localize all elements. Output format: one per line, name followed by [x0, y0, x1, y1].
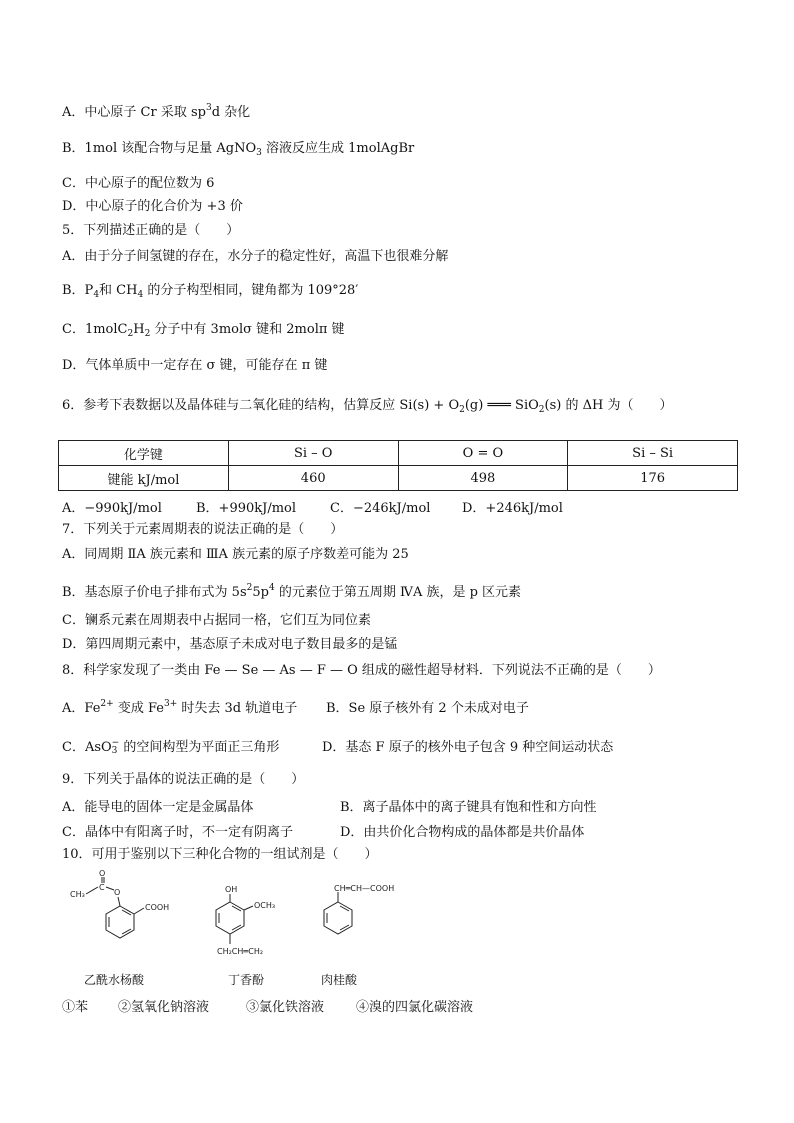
q7-option-d: D．第四周期元素中，基态原子未成对电子数目最多的是锰 — [62, 637, 398, 652]
reagent-3: ③氯化铁溶液 — [246, 1000, 325, 1015]
acetylsalicylic-acid-structure — [68, 870, 188, 960]
table-row — [59, 466, 738, 491]
q8-option-d: D．基态 F 原子的核外电子包含 9 种空间运动状态 — [322, 740, 614, 755]
struct-text: CH₃ — [70, 890, 85, 899]
q6-option-c: C．−246kJ/mol — [330, 501, 431, 516]
reagent-2: ②氢氧化钠溶液 — [118, 1000, 210, 1015]
q6-option-d: D．+246kJ/mol — [462, 501, 563, 516]
q10-stem: 10．可用于鉴别以下三种化合物的一组试剂是（ ） — [62, 847, 378, 862]
struct-text: COOH — [145, 903, 170, 912]
q4-option-d: D．中心原子的化合价为 +3 价 — [62, 199, 243, 214]
eugenol-structure — [205, 884, 315, 964]
struct-text: O — [114, 888, 121, 897]
q8-option-a: A．$Fe^{2+}$ 变成 $Fe^{3+}$ 时失去 3d 轨道电子 — [62, 699, 298, 716]
struct-text: O — [99, 869, 106, 878]
cinnamic-acid-structure — [318, 880, 428, 950]
q5-option-c: C．$1molC_2H_2$ 分子中有 3molσ 键和 2molπ 键 — [62, 322, 345, 339]
table-cell: 498 — [398, 466, 568, 491]
table-header-cell: Si – O — [228, 441, 398, 466]
q4-option-b: B．1mol 该配合物与足量 AgNO$_3$ 溶液反应生成 1molAgBr — [62, 141, 415, 158]
q5-option-d: D．气体单质中一定存在 σ 键，可能存在 π 键 — [62, 358, 328, 373]
q5-option-b: B．$P_4$和 $CH_4$ 的分子构型相同，键角都为 109°28′ — [62, 283, 359, 300]
table-header-cell: Si – Si — [568, 441, 738, 466]
q9-option-d: D．由共价化合物构成的晶体都是共价晶体 — [340, 825, 585, 840]
table-header-cell: O = O — [398, 441, 568, 466]
q9-option-c: C．晶体中有阳离子时，不一定有阴离子 — [62, 825, 293, 840]
compound-name-acetylsalicylic-acid: 乙酰水杨酸 — [84, 973, 145, 987]
struct-text: OCH₃ — [254, 901, 276, 910]
table-header-row — [59, 441, 738, 466]
table-cell: 460 — [228, 466, 398, 491]
q7-option-a: A．同周期 ⅡA 族元素和 ⅢA 族元素的原子序数差可能为 25 — [62, 547, 409, 562]
struct-text: OH — [225, 885, 238, 894]
table-cell: 键能 kJ/mol — [59, 466, 229, 491]
q7-option-b: B．基态原子价电子排布式为 $5s^25p^4$ 的元素位于第五周期 ⅣA 族，是 p 区元素 — [62, 583, 522, 600]
q8-stem: 8．科学家发现了一类由 Fe — Se — As — F — O 组成的磁性超导材料．下列说法不正确的是（ ） — [62, 663, 661, 678]
q4-option-a: A．中心原子 Cr 采取 $sp^3d$ 杂化 — [62, 103, 251, 120]
q8-option-b: B．Se 原子核外有 2 个未成对电子 — [326, 701, 529, 716]
q7-stem: 7．下列关于元素周期表的说法正确的是（ ） — [62, 522, 344, 537]
struct-text: CH₂CH═CH₂ — [217, 947, 264, 956]
table-cell: 176 — [568, 466, 738, 491]
q8-option-c: C．AsO− 3 的空间构型为平面正三角形 — [62, 738, 280, 756]
bond-energy-table — [58, 440, 738, 491]
q9-stem: 9．下列关于晶体的说法正确的是（ ） — [62, 772, 305, 787]
q6-option-b: B．+990kJ/mol — [196, 501, 297, 516]
reagent-1: ①苯 — [62, 1000, 89, 1015]
struct-text: C — [99, 883, 105, 892]
q7-option-c: C．镧系元素在周期表中占据同一格，它们互为同位素 — [62, 613, 371, 628]
q4-option-c: C．中心原子的配位数为 6 — [62, 176, 215, 191]
q6-option-a: A．−990kJ/mol — [62, 501, 162, 516]
reagent-4: ④溴的四氯化碳溶液 — [356, 1000, 474, 1015]
q9-option-a: A．能导电的固体一定是金属晶体 — [62, 800, 254, 815]
q5-stem: 5．下列描述正确的是（ ） — [62, 223, 240, 238]
table-header-cell: 化学键 — [59, 441, 229, 466]
compound-name-eugenol: 丁香酚 — [228, 973, 265, 987]
compound-name-cinnamic-acid: 肉桂酸 — [321, 973, 358, 987]
q6-stem: 6．参考下表数据以及晶体硅与二氧化硅的结构，估算反应 $Si(s) + O_2(g)$ ═══ SiO$_2$(s) 的 ΔH 为（ ） — [62, 398, 673, 415]
q9-option-b: B．离子晶体中的离子键具有饱和性和方向性 — [340, 800, 597, 815]
q5-option-a: A．由于分子间氢键的存在，水分子的稳定性好，高温下也很难分解 — [62, 249, 449, 264]
struct-text: CH═CH—COOH — [334, 884, 395, 893]
